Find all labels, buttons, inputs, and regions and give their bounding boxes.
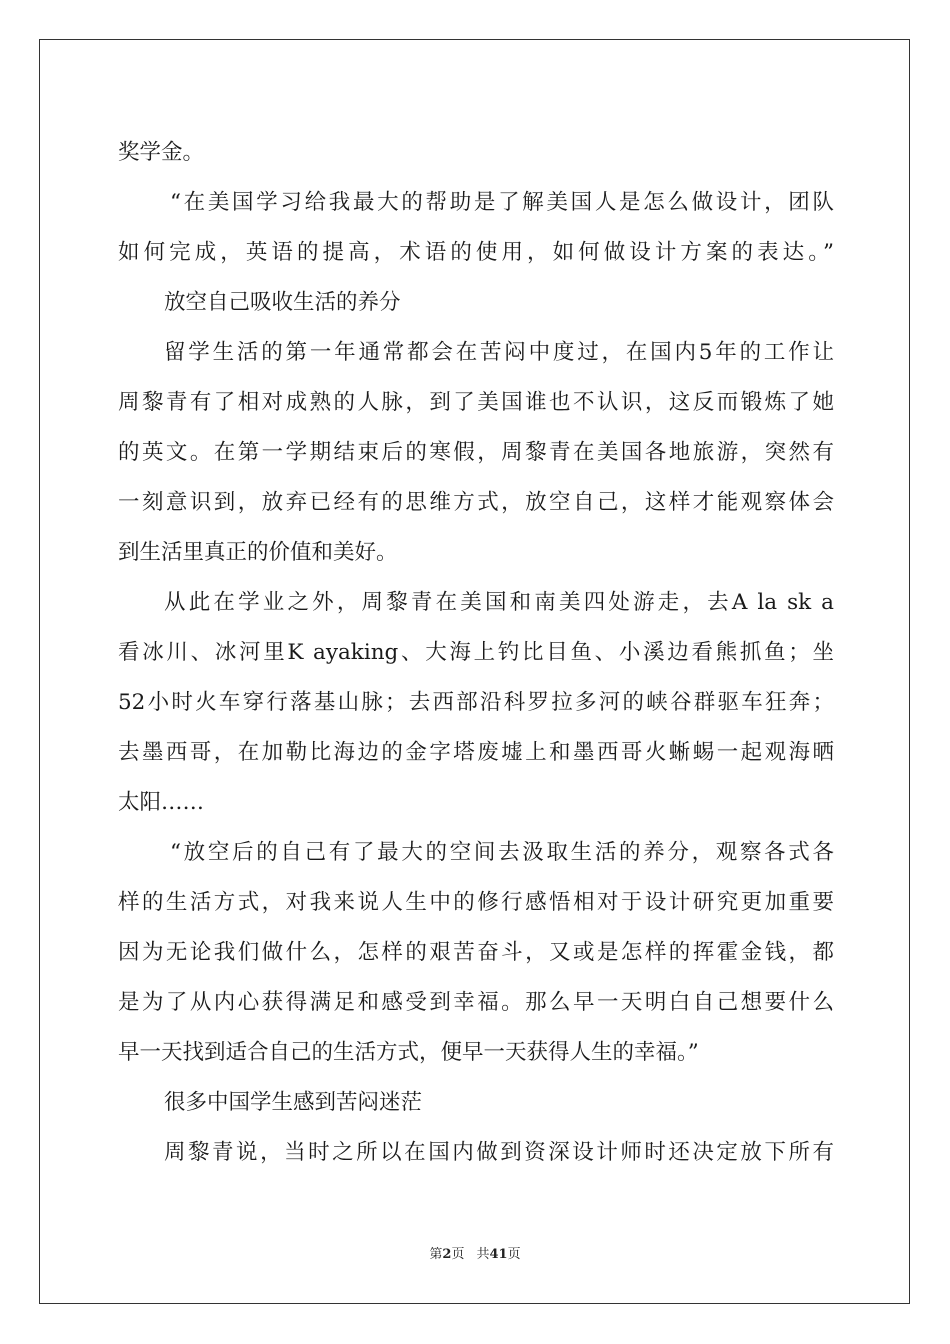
total-label-suffix: 页: [507, 1247, 521, 1262]
text-line: 放空自己吸收生活的养分: [164, 290, 401, 315]
text-line: 留学生活的第一年通常都会在苦闷中度过，在国内5年的工作让: [164, 340, 834, 365]
text-line: 如何完成，英语的提高，术语的使用，如何做设计方案的表达。”: [118, 240, 834, 265]
text-line: 周黎青有了相对成熟的人脉，到了美国谁也不认识，这反而锻炼了她: [118, 390, 834, 415]
text-line: 因为无论我们做什么，怎样的艰苦奋斗，又或是怎样的挥霍金钱，都: [118, 940, 834, 965]
text-line: 早一天找到适合自己的生活方式，便早一天获得人生的幸福。”: [118, 1040, 699, 1065]
text-line: 去墨西哥，在加勒比海边的金字塔废墟上和墨西哥火蜥蜴一起观海晒: [118, 740, 834, 765]
current-page-number: 2: [442, 1247, 452, 1262]
document-body: [118, 128, 834, 1178]
text-line: 52小时火车穿行落基山脉；去西部沿科罗拉多河的峡谷群驱车狂奔；: [118, 690, 834, 715]
text-line: “在美国学习给我最大的帮助是了解美国人是怎么做设计，团队: [170, 190, 834, 215]
total-page-count: 41: [489, 1247, 508, 1262]
page-label-suffix: 页: [451, 1247, 465, 1262]
text-line: 看冰川、冰河里K ayaking、大海上钓比目鱼、小溪边看熊抓鱼；坐: [118, 640, 834, 665]
text-line: 太阳……: [118, 790, 205, 815]
text-line: 从此在学业之外，周黎青在美国和南美四处游走，去A la sk a: [164, 590, 834, 615]
text-line: “放空后的自己有了最大的空间去汲取生活的养分，观察各式各: [170, 840, 834, 865]
page-label-prefix: 第: [429, 1247, 443, 1262]
total-label-prefix: 共: [476, 1247, 490, 1262]
text-line: 到生活里真正的价值和美好。: [118, 540, 398, 565]
text-line: 奖学金。: [118, 140, 205, 165]
text-line: 样的生活方式，对我来说人生中的修行感悟相对于设计研究更加重要: [118, 890, 834, 915]
text-line: 是为了从内心获得满足和感受到幸福。那么早一天明白自己想要什么: [118, 990, 834, 1015]
page-footer: [0, 1243, 950, 1262]
text-line: 的英文。在第一学期结束后的寒假，周黎青在美国各地旅游，突然有: [118, 440, 834, 465]
text-line: 周黎青说，当时之所以在国内做到资深设计师时还决定放下所有: [164, 1140, 834, 1165]
text-line: 一刻意识到，放弃已经有的思维方式，放空自己，这样才能观察体会: [118, 490, 834, 515]
text-line: 很多中国学生感到苦闷迷茫: [164, 1090, 423, 1115]
